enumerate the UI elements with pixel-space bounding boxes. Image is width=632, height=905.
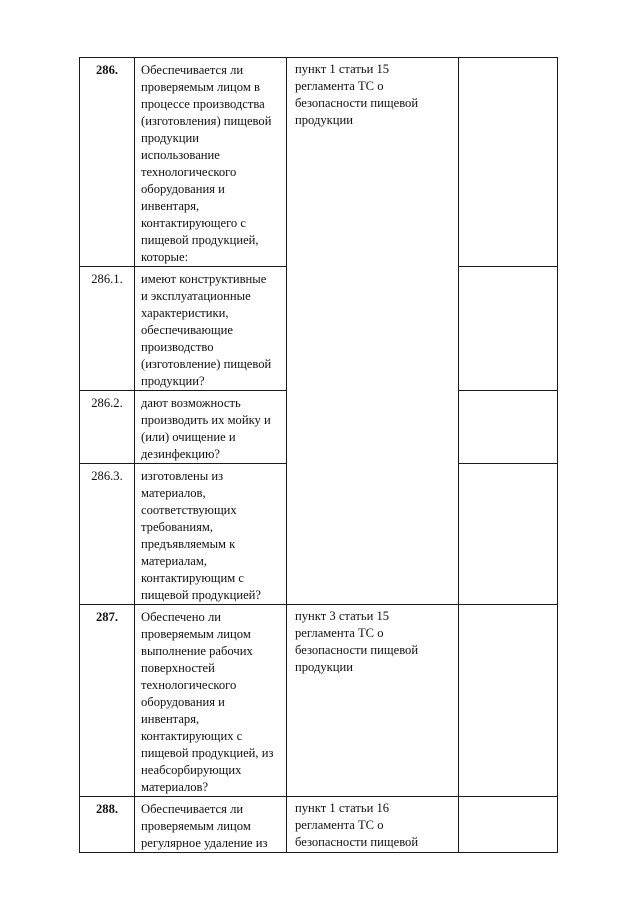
table-row <box>80 58 558 267</box>
answer-cell[interactable] <box>459 605 558 797</box>
answer-cell[interactable] <box>459 267 558 391</box>
item-number: 287. <box>80 605 135 797</box>
question-text: Обеспечивается ли проверяемым лицом в процессе производства (изготовления) пищевой продукции использование технологического оборудования и инвентаря, контактирующего с пищевой продукцией, которые: <box>141 63 272 264</box>
checklist-table <box>79 57 558 853</box>
item-number: 286.3. <box>80 464 135 605</box>
question-cell <box>135 605 287 797</box>
question-text: имеют конструктивные и эксплуатационные характеристики, обеспечивающие производство (изготовление) пищевой продукции? <box>141 272 272 388</box>
answer-cell[interactable] <box>459 464 558 605</box>
table-row <box>80 605 558 797</box>
question-text: Обеспечивается ли проверяемым лицом регулярное удаление из <box>141 802 268 850</box>
answer-cell[interactable] <box>459 391 558 464</box>
item-number: 288. <box>80 797 135 853</box>
item-number: 286.2. <box>80 391 135 464</box>
item-number: 286. <box>80 58 135 267</box>
question-cell <box>135 797 287 853</box>
answer-cell[interactable] <box>459 797 558 853</box>
reference-text: пункт 1 статьи 16 регламента ТС о безопасности пищевой <box>295 801 419 849</box>
question-text: дают возможность производить их мойку и (или) очищение и дезинфекцию? <box>141 396 271 461</box>
reference-cell <box>287 605 459 797</box>
question-text: изготовлены из материалов, соответствующих требованиям, предъявляемым к материалам, контактирующим с пищевой продукцией? <box>141 469 262 602</box>
reference-text: пункт 1 статьи 15 регламента ТС о безопасности пищевой продукции <box>295 62 419 127</box>
reference-text: пункт 3 статьи 15 регламента ТС о безопасности пищевой продукции <box>295 609 419 674</box>
reference-cell <box>287 797 459 853</box>
question-cell <box>135 267 287 391</box>
item-number: 286.1. <box>80 267 135 391</box>
reference-cell <box>287 58 459 605</box>
question-cell <box>135 464 287 605</box>
question-cell <box>135 58 287 267</box>
answer-cell[interactable] <box>459 58 558 267</box>
question-cell <box>135 391 287 464</box>
question-text: Обеспечено ли проверяемым лицом выполнение рабочих поверхностей технологического оборудования и инвентаря, контактирующих с пищевой продукцией, из неабсорбирующих материалов? <box>141 610 274 794</box>
table-row <box>80 797 558 853</box>
